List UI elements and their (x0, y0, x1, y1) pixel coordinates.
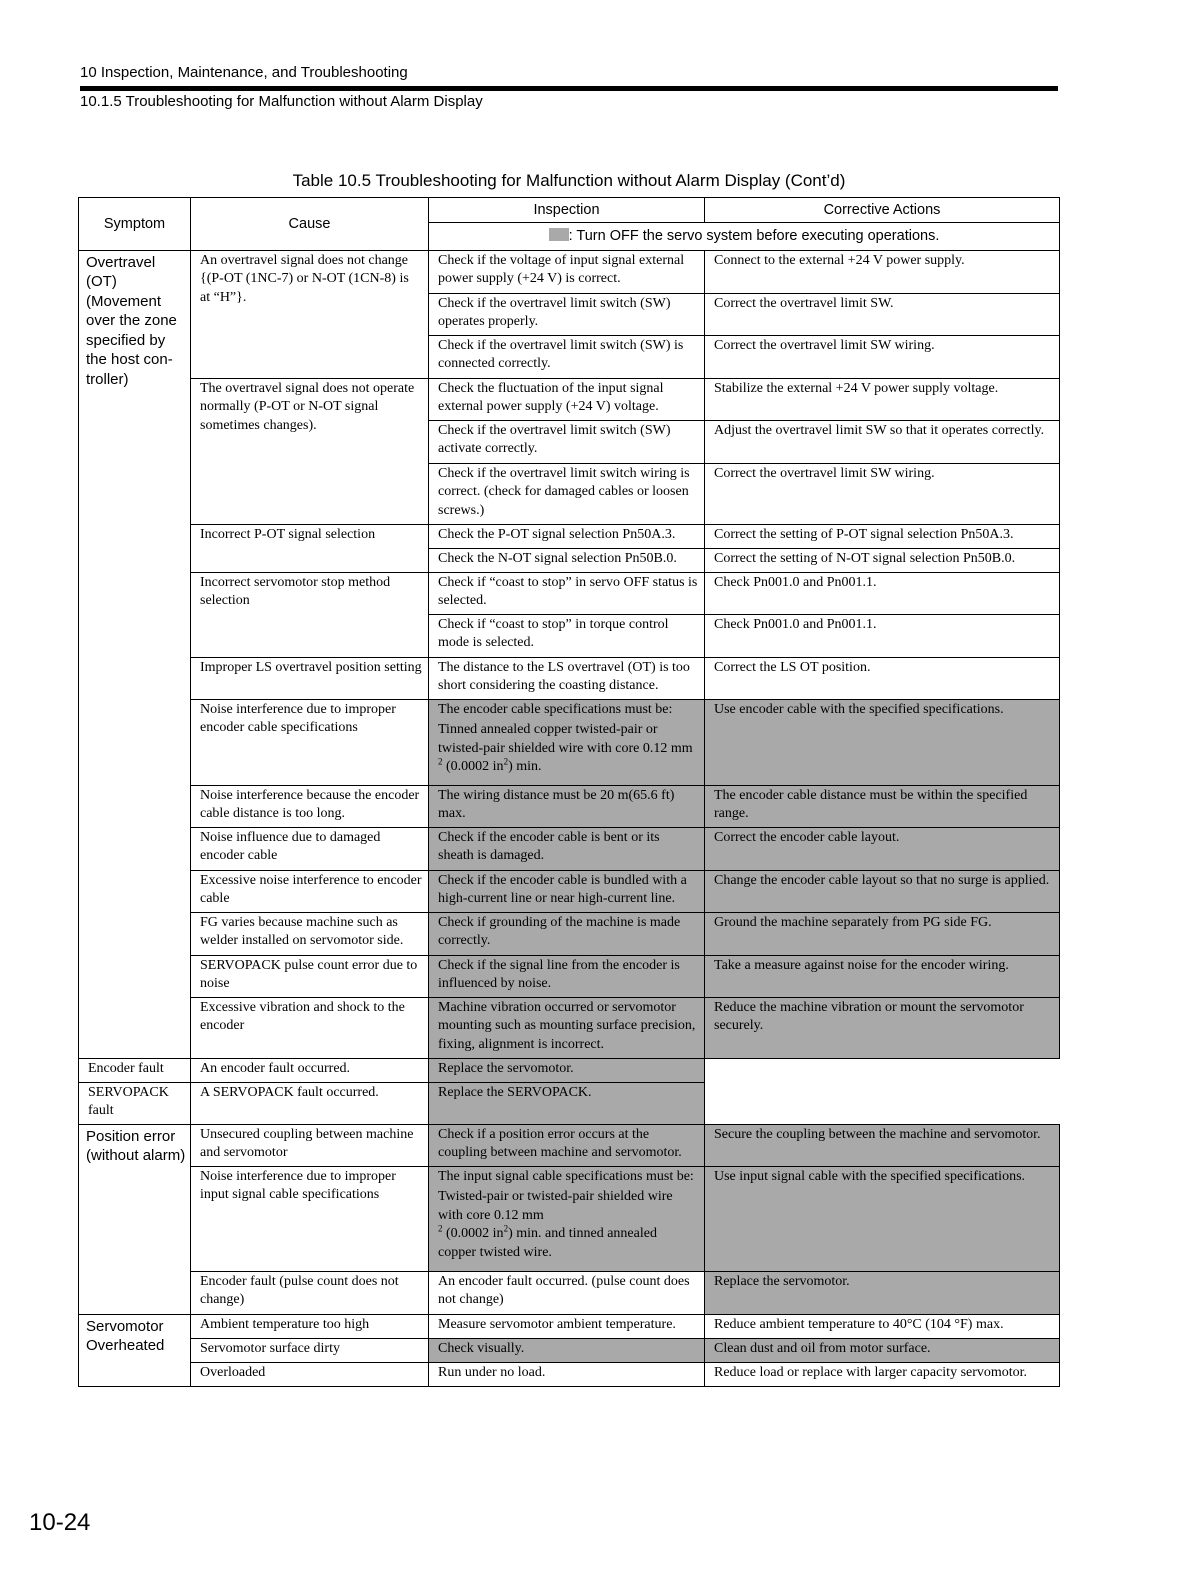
action-cell: Connect to the external +24 V power supply. (705, 250, 1060, 293)
inspection-text: ) min. (508, 759, 542, 774)
inspection-cell: Check visually. (429, 1338, 705, 1362)
action-cell: Clean dust and oil from motor surface. (705, 1338, 1060, 1362)
action-cell: Reduce the machine vibration or mount the servomotor securely. (705, 997, 1060, 1058)
cause-cell: SERVOPACK fault (79, 1082, 191, 1124)
symptom-cell: Overtravel (OT) (Movement over the zone specified by the host con-troller) (79, 250, 191, 1058)
action-cell: Correct the setting of N-OT signal selection Pn50B.0. (705, 548, 1060, 572)
action-cell: Adjust the overtravel limit SW so that it operates correctly. (705, 420, 1060, 463)
inspection-cell: Check if the overtravel limit switch (SW) activate correctly. (429, 420, 705, 463)
inspection-cell: An encoder fault occurred. (191, 1058, 429, 1082)
inspection-cell: An encoder fault occurred. (pulse count does not change) (429, 1271, 705, 1314)
inspection-cell: Check if the overtravel limit switch (SW) operates properly. (429, 293, 705, 335)
action-cell: Stabilize the external +24 V power supply voltage. (705, 378, 1060, 420)
action-cell: Correct the encoder cable layout. (705, 827, 1060, 870)
inspection-cell: Check the N-OT signal selection Pn50B.0. (429, 548, 705, 572)
inspection-text: ) min. and tinned annealed copper twisted wire. (438, 1226, 657, 1260)
cause-cell: Incorrect servomotor stop method selection (191, 572, 429, 657)
action-cell: Change the encoder cable layout so that no surge is applied. (705, 870, 1060, 912)
action-cell: Replace the servomotor. (705, 1271, 1060, 1314)
action-cell: Correct the setting of P-OT signal selection Pn50A.3. (705, 524, 1060, 548)
superscript: 2 (438, 1223, 443, 1234)
cause-cell: Encoder fault (pulse count does not change) (191, 1271, 429, 1314)
column-header-cause: Cause (191, 198, 429, 251)
action-cell: Reduce ambient temperature to 40°C (104 °F) max. (705, 1314, 1060, 1338)
inspection-cell (429, 699, 705, 785)
inspection-cell: Check the P-OT signal selection Pn50A.3. (429, 524, 705, 548)
cause-cell: Encoder fault (79, 1058, 191, 1082)
inspection-cell: Check if “coast to stop” in torque control mode is selected. (429, 614, 705, 657)
shading-note-text: : Turn OFF the servo system before executing operations. (568, 228, 940, 244)
inspection-text: (0.0002 in (442, 1226, 504, 1241)
inspection-text: The encoder cable specifications must be: (438, 701, 673, 717)
action-cell: Correct the overtravel limit SW wiring. (705, 335, 1060, 378)
inspection-cell: Check if the overtravel limit switch wiring is correct. (check for damaged cables or loosen screws.) (429, 463, 705, 524)
cause-cell: Noise interference due to improper input signal cable specifications (191, 1166, 429, 1271)
inspection-cell: Check if a position error occurs at the coupling between machine and servomotor. (429, 1124, 705, 1166)
action-cell: Replace the SERVOPACK. (429, 1082, 705, 1124)
action-cell: The encoder cable distance must be within the specified range. (705, 785, 1060, 827)
action-cell: Check Pn001.0 and Pn001.1. (705, 572, 1060, 614)
cause-cell: Noise interference due to improper encoder cable specifications (191, 699, 429, 785)
header-rule (80, 86, 1058, 91)
cause-cell: Excessive noise interference to encoder cable (191, 870, 429, 912)
inspection-cell: Check if the encoder cable is bent or its sheath is damaged. (429, 827, 705, 870)
cause-cell: Unsecured coupling between machine and servomotor (191, 1124, 429, 1166)
action-cell: Replace the servomotor. (429, 1058, 705, 1082)
cause-cell: FG varies because machine such as welder installed on servomotor side. (191, 912, 429, 955)
chapter-header: 10 Inspection, Maintenance, and Troubleshooting (80, 64, 408, 81)
inspection-cell: Measure servomotor ambient temperature. (429, 1314, 705, 1338)
symptom-cell: Position error (without alarm) (79, 1124, 191, 1314)
inspection-cell: Check if the encoder cable is bundled with a high-current line or near high-current line. (429, 870, 705, 912)
inspection-cell: A SERVOPACK fault occurred. (191, 1082, 429, 1124)
page-number: 10-24 (29, 1509, 91, 1536)
action-cell: Secure the coupling between the machine and servomotor. (705, 1124, 1060, 1166)
inspection-cell: The wiring distance must be 20 m(65.6 ft) max. (429, 785, 705, 827)
shading-note (429, 223, 1060, 251)
action-cell: Check Pn001.0 and Pn001.1. (705, 614, 1060, 657)
cause-cell: Overloaded (191, 1362, 429, 1386)
action-cell: Use encoder cable with the specified specifications. (705, 699, 1060, 785)
inspection-cell (429, 1166, 705, 1271)
section-header: 10.1.5 Troubleshooting for Malfunction without Alarm Display (80, 93, 483, 110)
inspection-cell: Machine vibration occurred or servomotor mounting such as mounting surface precision, fixing, alignment is incorrect. (429, 997, 705, 1058)
superscript: 2 (503, 756, 509, 767)
cause-cell: Noise interference because the encoder cable distance is too long. (191, 785, 429, 827)
troubleshooting-table (78, 197, 1060, 1387)
action-cell: Correct the overtravel limit SW. (705, 293, 1060, 335)
inspection-cell: Check the fluctuation of the input signal external power supply (+24 V) voltage. (429, 378, 705, 420)
symptom-cell: Servomotor Overheated (79, 1314, 191, 1386)
cause-cell: Improper LS overtravel position setting (191, 657, 429, 699)
table-caption: Table 10.5 Troubleshooting for Malfunction without Alarm Display (Cont’d) (292, 171, 846, 190)
superscript: 2 (503, 1223, 509, 1234)
cause-cell: SERVOPACK pulse count error due to noise (191, 955, 429, 997)
cause-cell: Incorrect P-OT signal selection (191, 524, 429, 572)
action-cell: Use input signal cable with the specified specifications. (705, 1166, 1060, 1271)
inspection-cell: Check if “coast to stop” in servo OFF status is selected. (429, 572, 705, 614)
cause-cell: Excessive vibration and shock to the encoder (191, 997, 429, 1058)
action-cell: Reduce load or replace with larger capacity servomotor. (705, 1362, 1060, 1386)
action-cell: Take a measure against noise for the encoder wiring. (705, 955, 1060, 997)
action-cell: Correct the overtravel limit SW wiring. (705, 463, 1060, 524)
cause-cell: An overtravel signal does not change {(P-OT (1NC-7) or N-OT (1CN-8) is at “H”}. (191, 250, 429, 378)
inspection-cell: Check if grounding of the machine is made correctly. (429, 912, 705, 955)
action-cell: Correct the LS OT position. (705, 657, 1060, 699)
shading-legend-swatch (549, 228, 569, 241)
superscript: 2 (438, 756, 443, 767)
inspection-cell: The distance to the LS overtravel (OT) is too short considering the coasting distance. (429, 657, 705, 699)
column-header-inspection: Inspection (429, 198, 705, 223)
inspection-text: Tinned annealed copper twisted-pair or twisted-pair shielded wire with core 0.12 mm (438, 722, 693, 756)
cause-cell: The overtravel signal does not operate normally (P-OT or N-OT signal sometimes changes). (191, 378, 429, 524)
inspection-cell: Check if the signal line from the encoder is influenced by noise. (429, 955, 705, 997)
inspection-cell: Check if the overtravel limit switch (SW) is connected correctly. (429, 335, 705, 378)
column-header-symptom: Symptom (79, 198, 191, 251)
action-cell: Ground the machine separately from PG side FG. (705, 912, 1060, 955)
inspection-text: Twisted-pair or twisted-pair shielded wire with core 0.12 mm (438, 1189, 673, 1223)
column-header-corrective-actions: Corrective Actions (705, 198, 1060, 223)
inspection-text: The input signal cable specifications must be: (438, 1168, 694, 1184)
cause-cell: Ambient temperature too high (191, 1314, 429, 1338)
inspection-cell: Run under no load. (429, 1362, 705, 1386)
cause-cell: Noise influence due to damaged encoder cable (191, 827, 429, 870)
cause-cell: Servomotor surface dirty (191, 1338, 429, 1362)
inspection-text: (0.0002 in (442, 759, 504, 774)
inspection-cell: Check if the voltage of input signal external power supply (+24 V) is correct. (429, 250, 705, 293)
